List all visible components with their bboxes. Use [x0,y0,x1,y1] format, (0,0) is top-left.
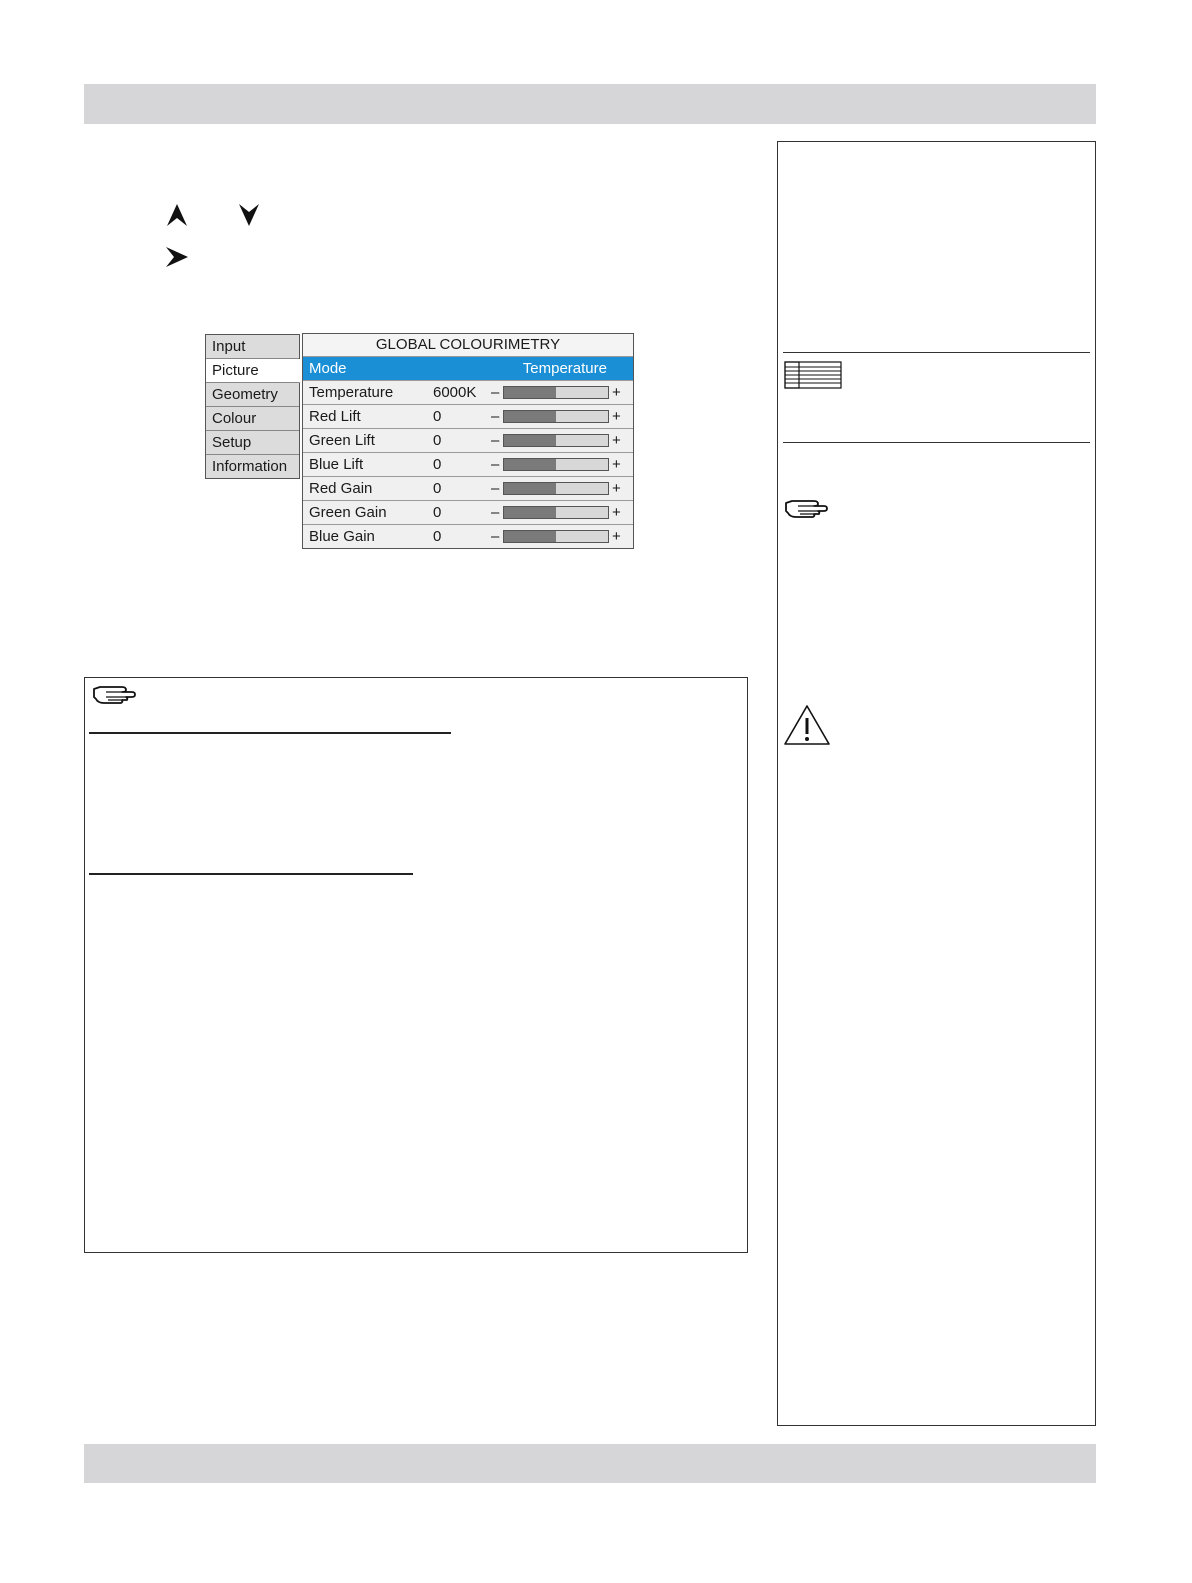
menu-row-red-lift[interactable] [303,405,633,429]
row-label: Blue Gain [309,528,375,545]
row-value: 0 [433,480,442,497]
level-fill [504,387,556,398]
row-label: Green Gain [309,504,387,521]
level-slider[interactable] [503,434,609,447]
mode-label: Mode [309,360,347,377]
increase-button[interactable]: + [612,384,621,401]
row-value: 0 [433,504,442,521]
global-colourimetry-panel [302,333,634,549]
increase-button[interactable]: + [612,480,621,497]
row-value: 0 [433,456,442,473]
up-arrow-icon [166,203,188,227]
increase-button[interactable]: + [612,432,621,449]
level-slider[interactable] [503,482,609,495]
level-slider[interactable] [503,458,609,471]
level-slider[interactable] [503,530,609,543]
level-fill [504,411,556,422]
decrease-button[interactable]: – [491,408,500,425]
decrease-button[interactable]: – [491,480,500,497]
level-slider[interactable] [503,386,609,399]
menu-tabs [205,334,300,479]
level-slider[interactable] [503,410,609,423]
header-band [84,84,1096,124]
menu-tab-setup[interactable]: Setup [206,431,299,455]
note-heading-underline [89,732,451,734]
increase-button[interactable]: + [612,504,621,521]
footer-band [84,1444,1096,1483]
menu-row-temperature[interactable] [303,381,633,405]
sidebar [777,141,1096,1426]
row-value: 0 [433,408,442,425]
menu-tab-information[interactable]: Information [206,455,299,478]
menu-row-red-gain[interactable] [303,477,633,501]
menu-row-blue-lift[interactable] [303,453,633,477]
increase-button[interactable]: + [612,528,621,545]
menu-row-mode[interactable] [303,357,633,381]
menu-title: GLOBAL COLOURIMETRY [303,334,633,357]
row-value: 0 [433,528,442,545]
note-box [84,677,748,1253]
row-label: Red Gain [309,480,373,497]
level-fill [504,459,556,470]
row-value: 0 [433,432,442,449]
menu-list-icon [784,361,842,389]
level-fill [504,507,556,518]
decrease-button[interactable]: – [491,504,500,521]
menu-tab-colour[interactable]: Colour [206,407,299,431]
decrease-button[interactable]: – [491,432,500,449]
row-label: Green Lift [309,432,375,449]
down-arrow-icon [238,203,260,227]
row-value: 6000K [433,384,477,401]
right-arrow-icon [165,246,189,268]
increase-button[interactable]: + [612,456,621,473]
pointing-hand-icon [92,683,136,705]
menu-row-blue-gain[interactable] [303,525,633,548]
pointing-hand-icon [783,497,829,519]
increase-button[interactable]: + [612,408,621,425]
note-subheading-underline [89,873,413,875]
decrease-button[interactable]: – [491,384,500,401]
sidebar-divider [783,442,1090,443]
level-slider[interactable] [503,506,609,519]
sidebar-divider [783,352,1090,353]
row-label: Red Lift [309,408,361,425]
row-label: Temperature [309,384,394,401]
level-fill [504,435,556,446]
row-label: Blue Lift [309,456,364,473]
menu-row-green-gain[interactable] [303,501,633,525]
warning-triangle-icon [783,704,831,746]
menu-tab-geometry[interactable]: Geometry [206,383,299,407]
mode-value: Temperature [522,360,607,377]
level-fill [504,483,556,494]
menu-tab-picture[interactable]: Picture [206,359,301,383]
decrease-button[interactable]: – [491,528,500,545]
level-fill [504,531,556,542]
menu-row-green-lift[interactable] [303,429,633,453]
decrease-button[interactable]: – [491,456,500,473]
menu-tab-input[interactable]: Input [206,335,299,359]
